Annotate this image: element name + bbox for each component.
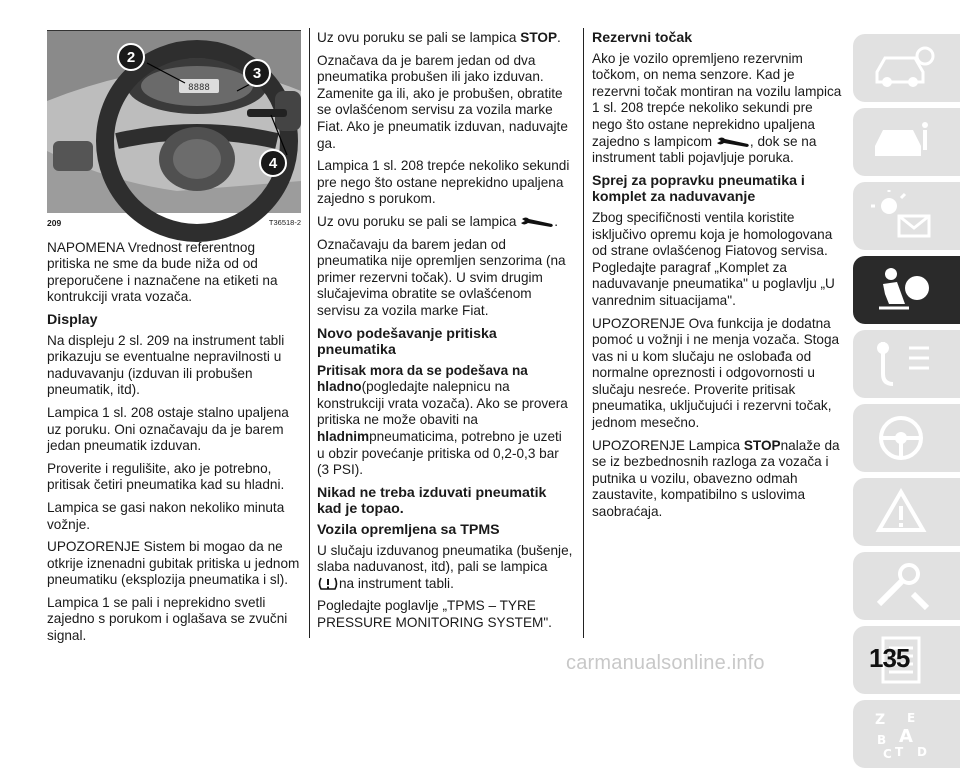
svg-text:Z: Z [875, 712, 886, 728]
heading-pressure-reset: Novo podešavanje pritiska pneumatika [317, 325, 497, 359]
svg-text:D: D [917, 745, 927, 759]
svg-text:B: B [877, 733, 887, 747]
svg-text:4: 4 [268, 155, 278, 172]
figure-number: 209 [47, 218, 62, 228]
warning-triangle-icon [869, 486, 939, 538]
heading-repair-kit: Sprej za popravku pneumatika i komplet za naduvavanje [592, 172, 805, 206]
paragraph-spare-wheel: Ako je vozilo opremljeno rezervnim točkom, on nema senzore. Kad je rezervni točak montiran na vozilu lampica 1 sl. 208 trepće nekoliko sekundi pre nego što ostane neprekidno upaljena zajedno s lampicom , dok se na instrument tabli pojavljuje poruka. [592, 50, 842, 166]
chapter-tab-index[interactable] [853, 700, 960, 768]
page-number: 135 [869, 643, 910, 673]
callout-3 [244, 60, 270, 86]
car-dashboard-icon [869, 42, 939, 94]
callout-2 [118, 44, 144, 70]
paragraph-repair-kit: Zbog specifičnosti ventila koristite isključivo opremu koja je homologovana od strane ovlašćenog Fiatovog servisa. Pogledajte paragraf „Komplet za naduvavanje pneumatika" u poglavlju „U vanrednim situacijama". [592, 209, 835, 308]
column-divider-2 [583, 28, 584, 638]
paragraph-display: Na displeju 2 sl. 209 na instrument tabli prikazuju se eventualne nepravilnosti u naduvavanju (izduvan ili probušen pneumatik, itd). [47, 332, 285, 398]
wrench-icon [520, 216, 554, 228]
chapter-tab-dashboard[interactable] [853, 34, 960, 102]
column-3 [592, 30, 845, 527]
chapter-tab-driving[interactable] [853, 404, 960, 472]
svg-text:E: E [907, 711, 916, 725]
chapter-tab-emergency[interactable] [853, 478, 960, 546]
svg-text:A: A [899, 726, 913, 747]
warning-sudden-loss: UPOZORENJE Sistem bi mogao da ne otkrije iznenadni gubitak pritiska u jednom pneumatiku (eksplozija pneumatika i sl). [47, 539, 300, 588]
paragraph-lamp-sound: Lampica 1 se pali i neprekidno svetli zajedno s porukom i oglašava se zvučni signal. [47, 594, 288, 644]
note-reference-pressure: NAPOMENA Vrednost referentnog pritiska ne sme da bude niža od od preporučene i naznačene na etiketi na kontrukciji vrata vozača. [47, 239, 278, 305]
warning-driving-aid: UPOZORENJE Ova funkcija je dodatna pomoć u vožnji i ne menja vozača. Stoga vas ni u kom slučaju ne oslobađa od normalne opreznosti i odgovornosti u slučaju nesreće. Proverite pritisak pneumatika, uključujući i rezervni točak, jednom mesečno. [592, 315, 840, 431]
paragraph-no-sensors: Označavaju da barem jedan od pneumatika nije opremljen senzorima (na primer rezervni točak). U svim drugim slučajevima obratite se ovlašćenom servisu za vozila marke Fiat. [317, 236, 566, 318]
lights-message-icon [869, 190, 939, 242]
tyre-pressure-warning-icon [317, 576, 339, 592]
stop-label: STOP [743, 437, 781, 453]
car-info-icon [869, 116, 939, 168]
chapter-tab-lights[interactable] [853, 182, 960, 250]
heading-never-deflate: Nikad ne treba izduvati pneumatik kad je topao. [317, 484, 547, 518]
heading-spare-wheel: Rezervni točak [592, 30, 693, 46]
heading-tpms-vehicles: Vozila opremljena sa TPMS [317, 522, 500, 539]
chapter-tab-start[interactable] [853, 330, 960, 398]
paragraph-lamp-steady: Lampica 1 sl. 208 ostaje stalno upaljena uz poruku. Oni označavaju da je barem jedan pneumatik izduvan. [47, 404, 289, 454]
paragraph-tpms-chapter: Pogledajte poglavlje „TPMS – TYRE PRESSURE MONITORING SYSTEM". [317, 598, 552, 630]
paragraph-lamp-off: Lampica se gasi nakon nekoliko minuta vožnje. [47, 499, 285, 532]
callout-4 [260, 150, 286, 176]
warning-stop-lamp: UPOZORENJE Lampica STOPnalaže da se iz bezbednosnih razloga za vozača i putnika u vozilu, obavezno odmah zaustavite, kompatibilno s uslovima saobraćaja. [592, 437, 840, 520]
odometer-text: 8888 [188, 83, 210, 93]
alphabet-index-icon [869, 708, 939, 760]
paragraph-check-pressure: Proverite i regulišite, ako je potrebno, pritisak četiri pneumatika kad su hladni. [47, 460, 285, 493]
paragraph-cold-pressure: Pritisak mora da se podešava na hladno(pogledajte nalepnicu na konstrukciji vrata vozača). Ako se provera pritiska ne može obaviti na hladnimpneumaticima, potrebno je uzeti u obzir povećanje pritiska od 0,2-0,3 bar (3 PSI). [317, 362, 568, 478]
paragraph-tpms-lamp: U slučaju izduvanog pneumatika (bušenje, slaba naduvanost, itd), pali se lampica na instrument tabli. [317, 542, 573, 591]
paragraph-wrench-lamp: Uz ovu poruku se pali se lampica . [317, 213, 559, 229]
chapter-tab-safety[interactable] [853, 256, 960, 324]
svg-text:3: 3 [252, 65, 262, 82]
maintenance-tools-icon [869, 560, 939, 612]
svg-text:T: T [895, 745, 904, 759]
svg-text:C: C [883, 747, 892, 761]
chapter-tab-maintenance[interactable] [853, 552, 960, 620]
airbag-safety-icon [869, 264, 939, 316]
watermark: carmanualsonline.info [566, 652, 765, 674]
wrench-icon [716, 136, 750, 148]
stop-label: STOP [520, 30, 558, 45]
paragraph-puncture: Označava da je barem jedan od dva pneumatika probušen ili jako izduvan. Zamenite ga ili, ako je probušen, obratite se ovlašćenom servisu za vozila marke Fiat. Ako je pneumatik izduvan, naduvajte ga. [317, 52, 568, 151]
column-divider-1 [309, 28, 310, 638]
heading-display: Display [47, 311, 98, 328]
steering-wheel-icon [869, 412, 939, 464]
cold-word: hladnim [317, 429, 370, 445]
paragraph-stop-lamp: Uz ovu poruku se pali se lampica STOP. [317, 30, 561, 45]
column-2 [317, 30, 573, 638]
svg-text:2: 2 [126, 49, 136, 66]
figure-code: T36518-2 [268, 218, 301, 227]
chapter-tab-vehicle[interactable] [853, 108, 960, 176]
figure-209-dashboard-photo [47, 30, 301, 212]
column-1 [47, 30, 301, 651]
figure-callouts [47, 31, 301, 213]
heading-cold-adjust: Pritisak mora da se podešava na hladno [317, 362, 528, 395]
key-start-icon [869, 338, 939, 390]
paragraph-lamp-blink: Lampica 1 sl. 208 trepće nekoliko sekundi pre nego što ostane neprekidno upaljena zajedno s porukom. [317, 158, 570, 207]
